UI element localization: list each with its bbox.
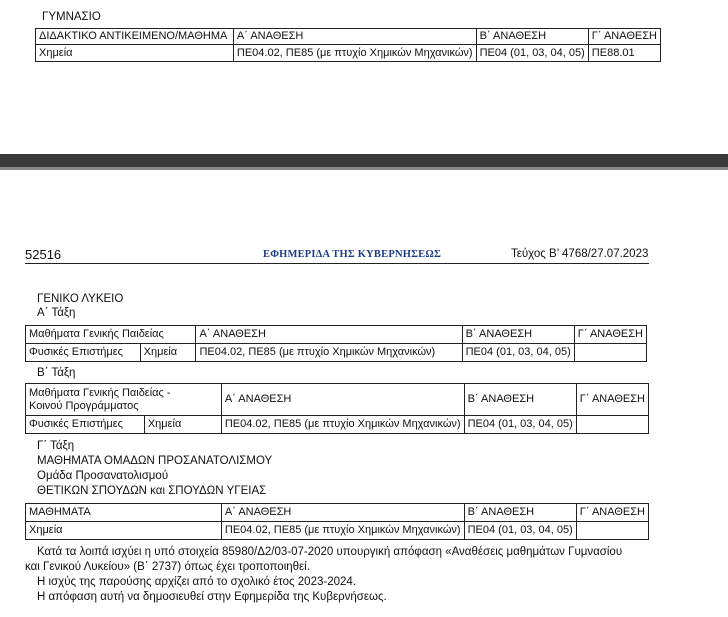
table-cell: Χημεία	[144, 416, 221, 434]
table-header-cell: Β΄ ΑΝΑΘΕΣΗ	[476, 29, 588, 45]
orientation-group: Ομάδα Προσανατολισμού	[37, 470, 169, 482]
table-header-cell: Α΄ ΑΝΑΘΕΣΗ	[221, 504, 464, 522]
table-cell	[576, 416, 648, 434]
class-a-table	[25, 325, 647, 362]
table-header-cell	[26, 384, 222, 416]
gazette-title: ΕΦΗΜΕΡΙΔΑ ΤΗΣ ΚΥΒΕΡΝΗΣΕΩΣ	[263, 249, 442, 260]
table-header-cell: Γ΄ ΑΝΑΘΕΣΗ	[576, 384, 648, 416]
table-cell: ΠΕ04.02, ΠΕ85 (με πτυχίο Χημικών Μηχανικών)	[221, 416, 464, 434]
table-cell: ΠΕ04 (01, 03, 04, 05)	[462, 344, 574, 362]
table-cell: Χημεία	[140, 344, 196, 362]
table-header-cell: Β΄ ΑΝΑΘΕΣΗ	[462, 326, 574, 344]
table-cell: Χημεία	[36, 45, 234, 62]
table-header-cell: Α΄ ΑΝΑΘΕΣΗ	[233, 29, 476, 45]
publication-line: Η απόφαση αυτή να δημοσιευθεί στην Εφημερίδα της Κυβερνήσεως.	[37, 591, 387, 603]
table-header-row	[36, 29, 661, 45]
effective-date-line: Η ισχύς της παρούσης αρχίζει από το σχολικό έτος 2023-2024.	[37, 576, 356, 588]
table-header-row	[26, 384, 649, 416]
table-cell: ΠΕ04.02, ΠΕ85 (με πτυχίο Χημικών Μηχανικών)	[196, 344, 462, 362]
table-row	[26, 522, 649, 540]
table-header-row	[26, 504, 649, 522]
page-number: 52516	[25, 247, 62, 262]
class-c-table	[25, 503, 649, 540]
class-b-title: Β΄ Τάξη	[37, 367, 76, 379]
table-cell: ΠΕ88.01	[588, 45, 660, 62]
page-break-shadow	[0, 167, 728, 170]
table-cell	[576, 522, 648, 540]
table-cell	[574, 344, 646, 362]
table-cell: Φυσικές Επιστήμες	[26, 416, 145, 434]
table-header-cell: Γ΄ ΑΝΑΘΕΣΗ	[576, 504, 648, 522]
table-cell: ΠΕ04.02, ΠΕ85 (με πτυχίο Χημικών Μηχανικών)	[233, 45, 476, 62]
table-header-cell: Β΄ ΑΝΑΘΕΣΗ	[464, 384, 576, 416]
table-header-cell: Γ΄ ΑΝΑΘΕΣΗ	[574, 326, 646, 344]
class-c-title: Γ΄ Τάξη	[37, 440, 75, 452]
table-header-cell: Β΄ ΑΝΑΘΕΣΗ	[464, 504, 576, 522]
table-row	[26, 344, 647, 362]
table-cell: Χημεία	[26, 522, 222, 540]
closing-paragraph-line: και Γενικού Λυκείου» (Β΄ 2737) όπως έχει τροποποιηθεί.	[25, 561, 310, 573]
table-header-line: Κοινού Προγράμματος	[29, 399, 139, 412]
table-cell: Φυσικές Επιστήμες	[26, 344, 141, 362]
section-title-gymnasio: ΓΥΜΝΑΣΙΟ	[42, 11, 101, 23]
table-cell: ΠΕ04.02, ΠΕ85 (με πτυχίο Χημικών Μηχανικών)	[221, 522, 464, 540]
page-break-divider	[0, 154, 728, 167]
table-header-cell: Μαθήματα Γενικής Παιδείας	[26, 326, 196, 344]
table-header-cell: Γ΄ ΑΝΑΘΕΣΗ	[588, 29, 660, 45]
issue-reference: Τεύχος Β’ 4768/27.07.2023	[511, 248, 649, 260]
table-cell: ΠΕ04 (01, 03, 04, 05)	[464, 416, 576, 434]
class-b-table	[25, 383, 649, 434]
orientation-fields: ΘΕΤΙΚΩΝ ΣΠΟΥΔΩΝ και ΣΠΟΥΔΩΝ ΥΓΕΙΑΣ	[37, 485, 267, 497]
table-header-cell: ΔΙΔΑΚΤΙΚΟ ΑΝΤΙΚΕΙΜΕΝΟ/ΜΑΘΗΜΑ	[36, 29, 234, 45]
table-cell: ΠΕ04 (01, 03, 04, 05)	[476, 45, 588, 62]
table-row	[26, 416, 649, 434]
table-header-cell: Α΄ ΑΝΑΘΕΣΗ	[196, 326, 462, 344]
table-row	[36, 45, 661, 62]
closing-paragraph-line: Κατά τα λοιπά ισχύει η υπό στοιχεία 85980/Δ2/03-07-2020 υπουργική απόφαση «Αναθέσεις μαθημάτων Γυμνασίου	[37, 546, 623, 558]
table-header-row	[26, 326, 647, 344]
gymnasio-table	[35, 28, 661, 62]
table-header-cell: ΜΑΘΗΜΑΤΑ	[26, 504, 222, 522]
table-header-cell: Α΄ ΑΝΑΘΕΣΗ	[221, 384, 464, 416]
table-cell: ΠΕ04 (01, 03, 04, 05)	[464, 522, 576, 540]
orientation-title: ΜΑΘΗΜΑΤΑ ΟΜΑΔΩΝ ΠΡΟΣΑΝΑΤΟΛΙΣΜΟΥ	[37, 455, 273, 467]
lyceum-title: ΓΕΝΙΚΟ ΛΥΚΕΙΟ	[37, 293, 124, 305]
header-rule	[25, 263, 649, 264]
table-header-line: Μαθήματα Γενικής Παιδείας -	[29, 386, 171, 399]
class-a-title: Α΄ Τάξη	[37, 307, 76, 319]
